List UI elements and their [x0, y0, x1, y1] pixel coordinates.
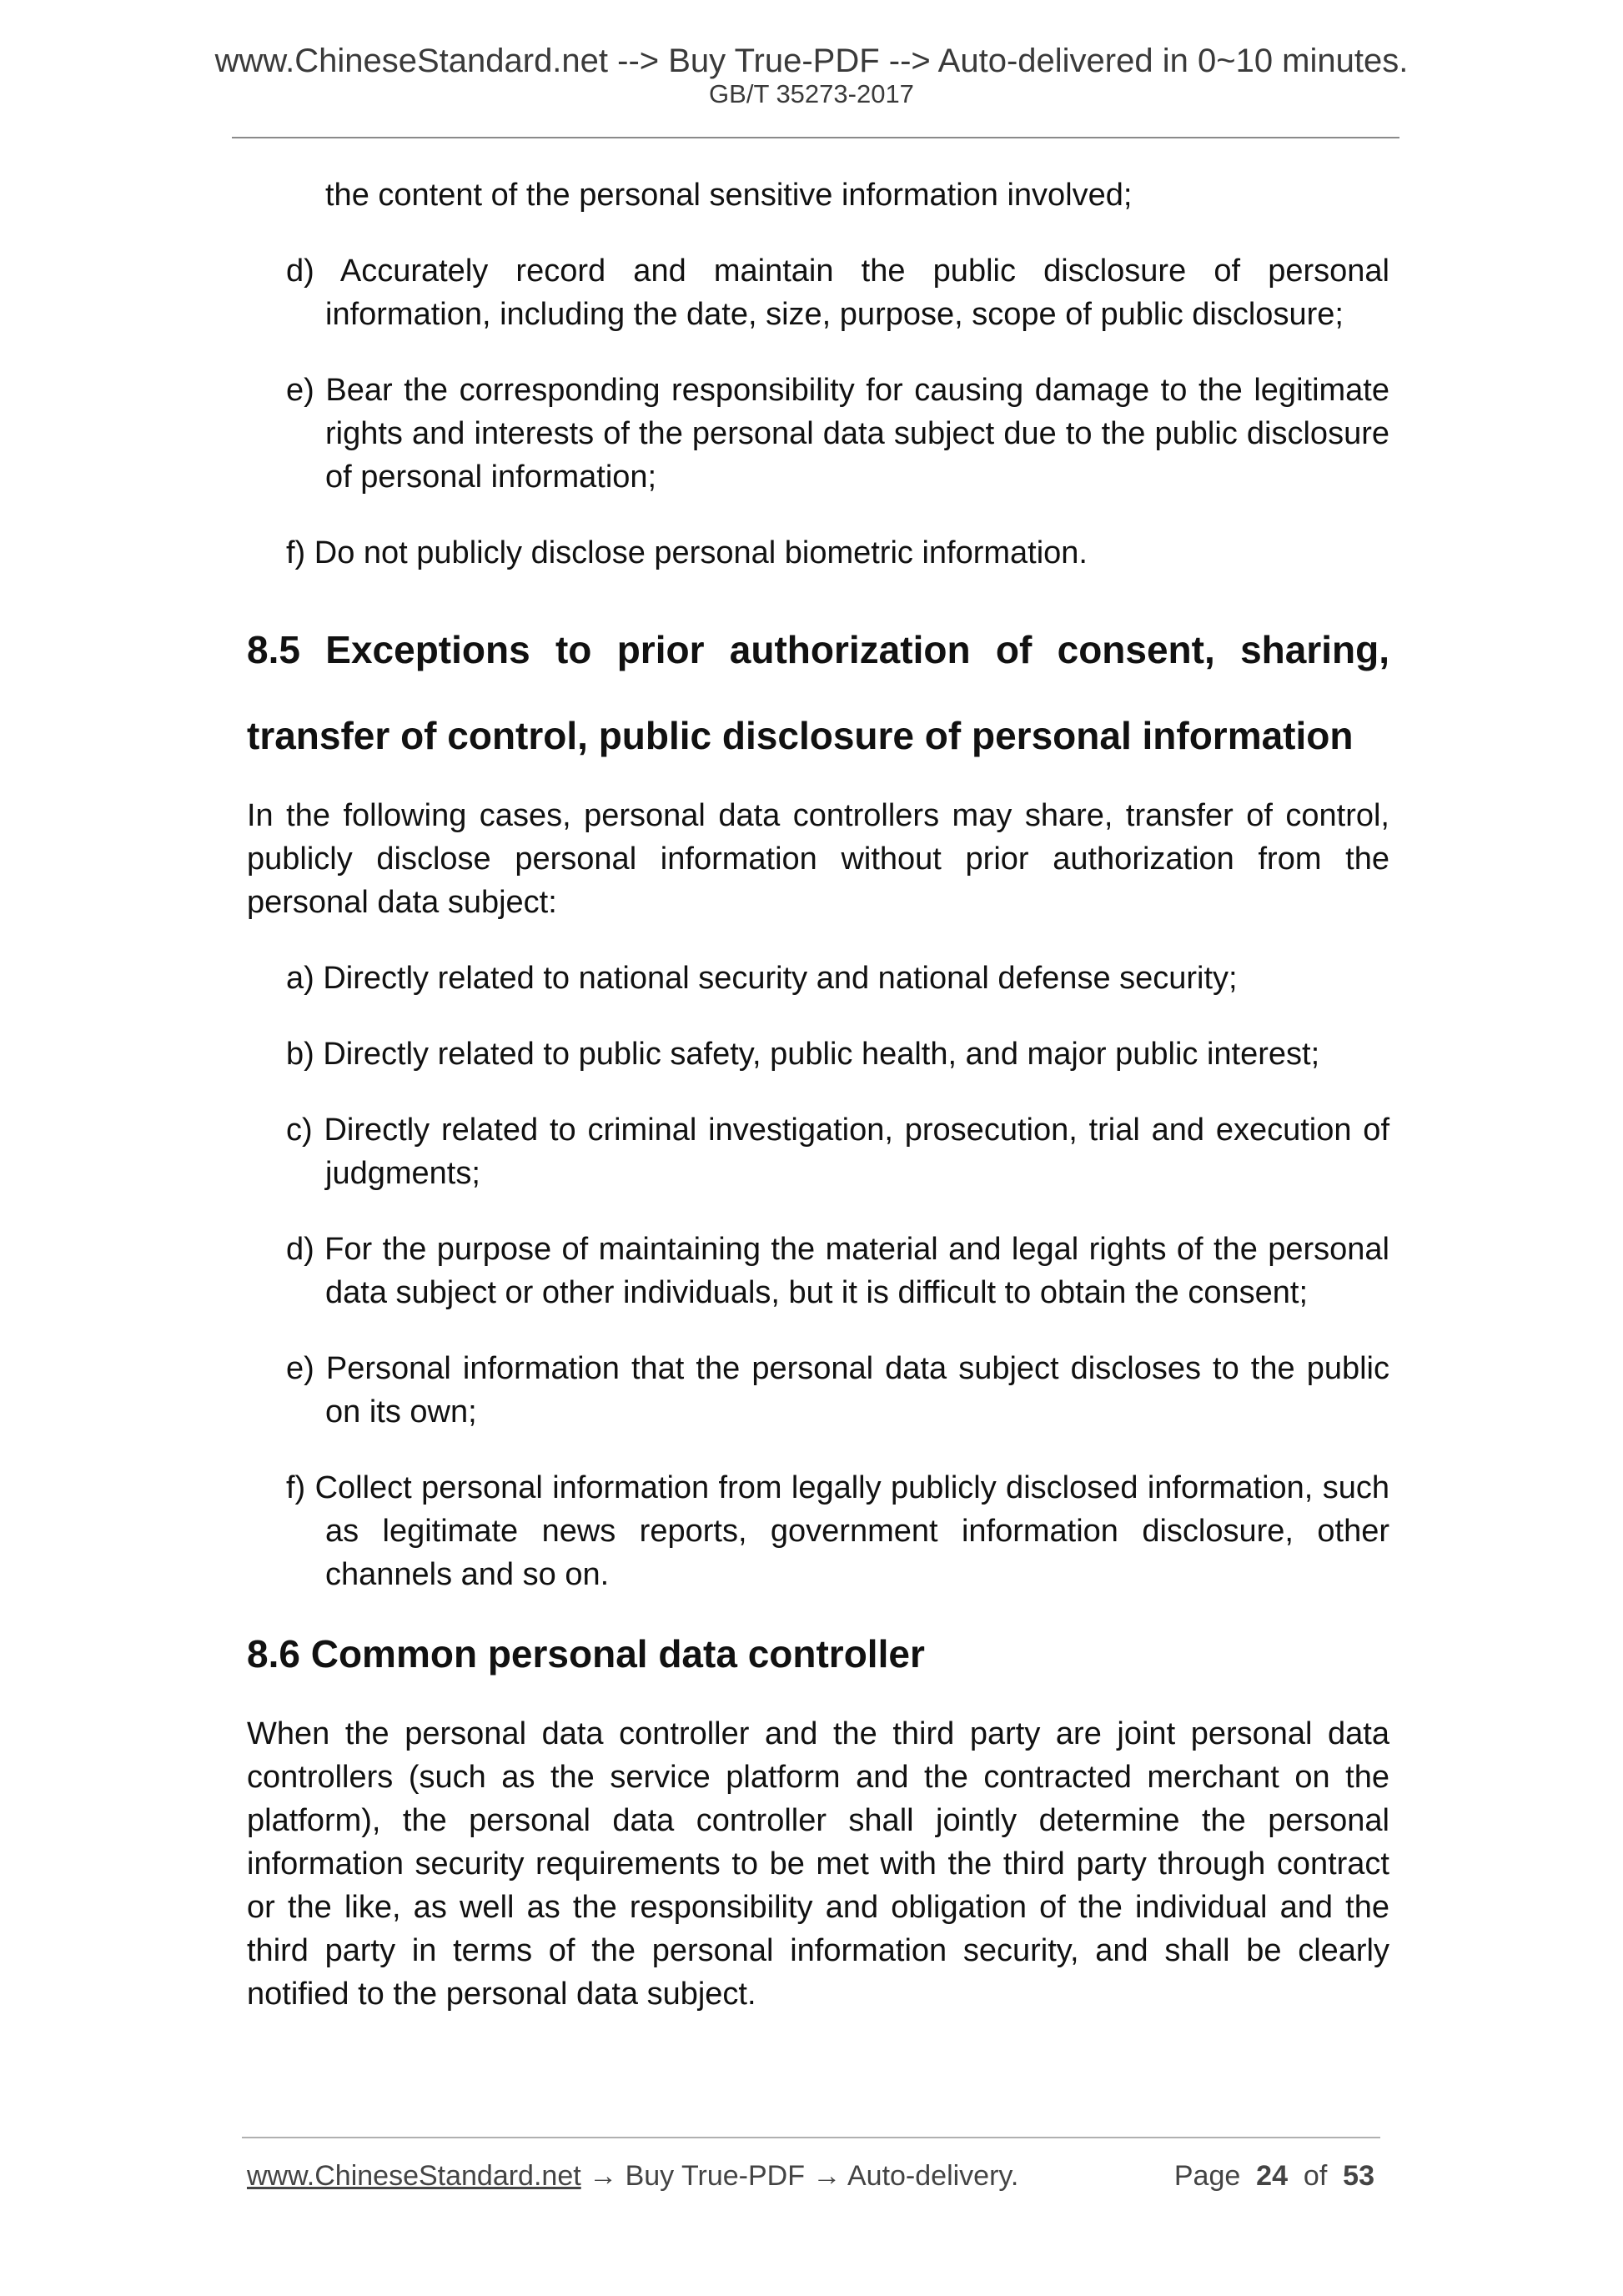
page-current: 24	[1256, 2160, 1288, 2192]
page-content	[247, 173, 1389, 2048]
delivery-text: → Buy True-PDF → Auto-delivery.	[580, 2160, 1019, 2192]
section-heading-8-6: 8.6 Common personal data controller	[247, 1632, 925, 1676]
exception-item-a: a) Directly related to national security and national defense security;	[286, 961, 1238, 996]
standard-code: GB/T 35273-2017	[709, 79, 914, 108]
continuation-text: the content of the personal sensitive information involved;	[325, 178, 1133, 213]
page-of-label: of	[1303, 2160, 1328, 2192]
footer-links	[247, 2159, 1018, 2193]
section-8-6-paragraph: When the personal data controller and the third party are joint personal data controllers (such as the service platform and the contracted merchant on the platform), the personal data controller shall jointly determine the personal information security requirements to be met with the third party through contract or the like, as well as the responsibility and obligation of the individual and the third party in terms of the personal information security, and shall be clearly notified to the personal data subject.	[247, 1716, 1389, 2012]
list-item-f: f) Do not publicly disclose personal biometric information.	[286, 535, 1088, 570]
header-divider	[232, 137, 1399, 138]
section-8-5-intro: In the following cases, personal data controllers may share, transfer of control, publicly disclose personal information without prior authorization from the personal data subject:	[247, 798, 1389, 920]
exception-item-c: c) Directly related to criminal investigation, prosecution, trial and execution of judgments;	[286, 1113, 1389, 1191]
site-link[interactable]: www.ChineseStandard.net	[247, 2160, 581, 2192]
footer-divider	[242, 2137, 1380, 2138]
page-total: 53	[1343, 2160, 1374, 2192]
source-banner: www.ChineseStandard.net --> Buy True-PDF --> Auto-delivered in 0~10 minutes.	[214, 43, 1409, 79]
section-heading-8-5: 8.5 Exceptions to prior authorization of consent, sharing, transfer of control, public disclosure of personal information	[247, 628, 1389, 757]
page-number	[1174, 2159, 1374, 2193]
list-item-d: d) Accurately record and maintain the public disclosure of personal information, including the date, size, purpose, scope of public disclosure;	[286, 254, 1389, 332]
exception-item-e: e) Personal information that the personal data subject discloses to the public on its own;	[286, 1351, 1389, 1429]
page-label: Page	[1173, 2160, 1241, 2192]
exception-item-f: f) Collect personal information from legally publicly disclosed information, such as legitimate news reports, government information disclosure, other channels and so on.	[286, 1470, 1389, 1592]
exception-item-b: b) Directly related to public safety, public health, and major public interest;	[286, 1037, 1320, 1072]
list-item-e: e) Bear the corresponding responsibility for causing damage to the legitimate rights and interests of the personal data subject due to the public disclosure of personal information;	[286, 373, 1389, 495]
exception-item-d: d) For the purpose of maintaining the material and legal rights of the personal data subject or other individuals, but it is difficult to obtain the consent;	[286, 1232, 1389, 1310]
